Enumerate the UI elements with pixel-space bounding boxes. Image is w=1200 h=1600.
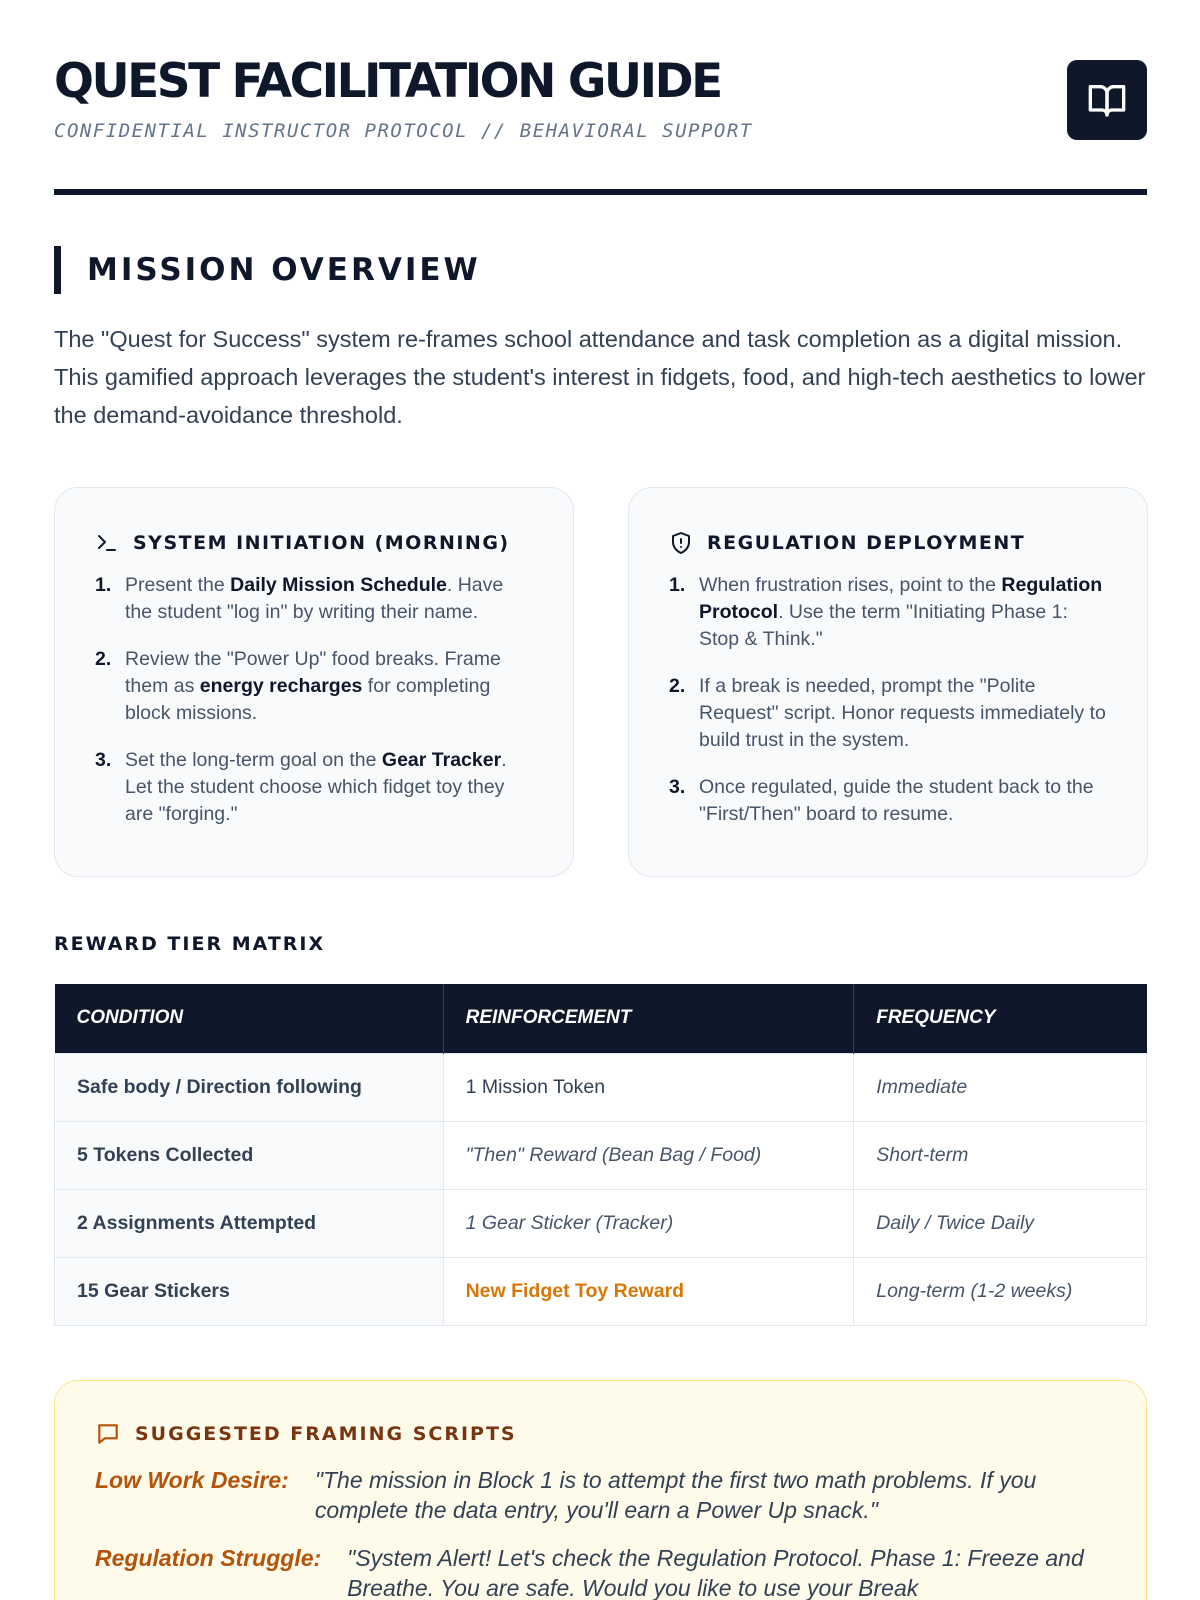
- scripts-title: [95, 1421, 1106, 1447]
- shield-alert-icon: [669, 531, 693, 555]
- script-item: [95, 1465, 1106, 1525]
- matrix-title: REWARD TIER MATRIX: [54, 933, 326, 955]
- reward-tier-table: [54, 984, 1147, 1326]
- page-title: QUEST FACILITATION GUIDE: [54, 54, 721, 109]
- script-label: Regulation Struggle:: [95, 1545, 322, 1571]
- book-icon[interactable]: [1067, 60, 1147, 140]
- step-item: [95, 646, 533, 727]
- step-text: Once regulated, guide the student back to the "First/Then" board to resume.: [699, 776, 1094, 825]
- condition-cell: 5 Tokens Collected: [55, 1121, 444, 1189]
- card-title: [669, 530, 1107, 556]
- column-header-condition: CONDITION: [55, 984, 444, 1053]
- step-text: Set the long-term goal on the Gear Tracker. Let the student choose which fidget toy they are "forging.": [125, 749, 507, 825]
- table-header-row: [55, 984, 1147, 1053]
- step-text: Present the Daily Mission Schedule. Have the student "log in" by writing their name.: [125, 574, 504, 623]
- condition-cell: Safe body / Direction following: [55, 1053, 444, 1121]
- terminal-icon: [95, 531, 119, 555]
- step-item: [669, 673, 1107, 754]
- overview-heading: [54, 246, 481, 294]
- step-text: When frustration rises, point to the Regulation Protocol. Use the term "Initiating Phase 1: Stop & Think.": [699, 574, 1103, 650]
- frequency-cell: Long-term (1-2 weeks): [854, 1257, 1147, 1325]
- page-subtitle: CONFIDENTIAL INSTRUCTOR PROTOCOL // BEHAVIORAL SUPPORT: [54, 120, 753, 142]
- page-header: [54, 0, 1147, 195]
- step-text: If a break is needed, prompt the "Polite Request" script. Honor requests immediately to build trust in the system.: [699, 675, 1106, 751]
- step-list: [95, 572, 533, 828]
- card-regulation-deployment: [628, 487, 1148, 877]
- script-text: "System Alert! Let's check the Regulation Protocol. Phase 1: Freeze and Breathe. You are safe. Would you like to use your Break: [347, 1545, 1084, 1600]
- step-item: [669, 572, 1107, 653]
- table-row: [55, 1257, 1147, 1325]
- framing-scripts-panel: [54, 1380, 1147, 1600]
- frequency-cell: Daily / Twice Daily: [854, 1189, 1147, 1257]
- frequency-cell: Short-term: [854, 1121, 1147, 1189]
- reinforcement-cell: 1 Mission Token: [443, 1053, 854, 1121]
- table-row: [55, 1053, 1147, 1121]
- condition-cell: 15 Gear Stickers: [55, 1257, 444, 1325]
- overview-heading-text: MISSION OVERVIEW: [87, 252, 481, 288]
- reinforcement-cell-highlight: New Fidget Toy Reward: [443, 1257, 854, 1325]
- script-item: [95, 1543, 1106, 1600]
- step-number: 2.: [669, 675, 686, 697]
- guide-page: [54, 0, 1147, 1600]
- script-label: Low Work Desire:: [95, 1467, 289, 1493]
- step-item: [95, 747, 533, 828]
- column-header-reinforcement: REINFORCEMENT: [443, 984, 854, 1053]
- scripts-title-text: SUGGESTED FRAMING SCRIPTS: [135, 1423, 517, 1445]
- script-text: "The mission in Block 1 is to attempt the first two math problems. If you complete the data entry, you'll earn a Power Up snack.": [314, 1467, 1037, 1523]
- step-list: [669, 572, 1107, 828]
- step-item: [669, 774, 1107, 828]
- condition-cell: 2 Assignments Attempted: [55, 1189, 444, 1257]
- step-number: 3.: [95, 749, 112, 771]
- reinforcement-cell: "Then" Reward (Bean Bag / Food): [443, 1121, 854, 1189]
- reinforcement-cell: 1 Gear Sticker (Tracker): [443, 1189, 854, 1257]
- table-row: [55, 1189, 1147, 1257]
- step-number: 2.: [95, 648, 112, 670]
- chat-bubble-icon: [95, 1421, 121, 1447]
- card-title-text: REGULATION DEPLOYMENT: [707, 532, 1026, 554]
- card-title-text: SYSTEM INITIATION (MORNING): [133, 532, 510, 554]
- step-number: 1.: [669, 574, 686, 596]
- overview-body: The "Quest for Success" system re-frames school attendance and task completion as a digital mission. This gamified approach leverages the student's interest in fidgets, food, and high-tech aesthetics to lower the demand-avoidance threshold.: [54, 326, 1146, 428]
- card-system-initiation: [54, 487, 574, 877]
- card-title: [95, 530, 533, 556]
- step-item: [95, 572, 533, 626]
- step-number: 1.: [95, 574, 112, 596]
- step-number: 3.: [669, 776, 686, 798]
- table-row: [55, 1121, 1147, 1189]
- step-text: Review the "Power Up" food breaks. Frame them as energy recharges for completing block missions.: [125, 648, 501, 724]
- column-header-frequency: FREQUENCY: [854, 984, 1147, 1053]
- frequency-cell: Immediate: [854, 1053, 1147, 1121]
